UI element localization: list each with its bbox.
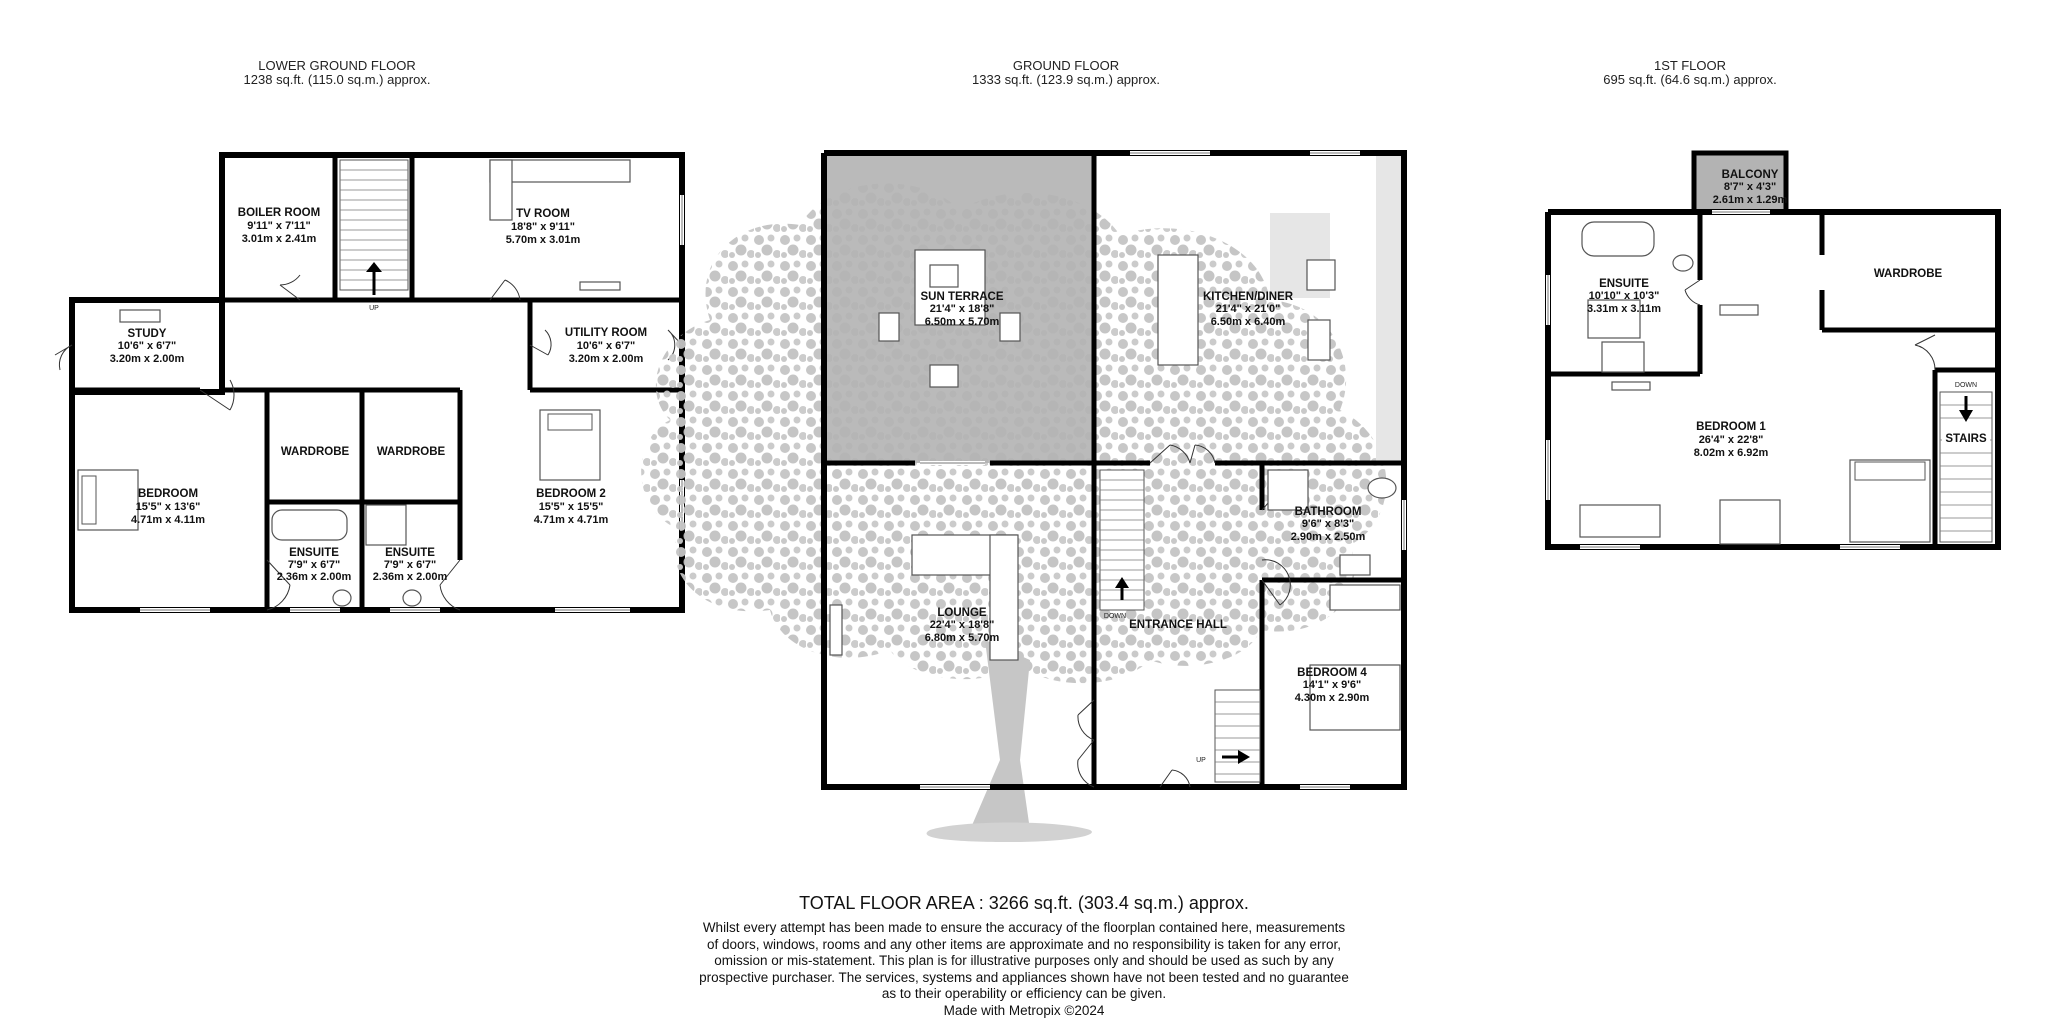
svg-text:8.02m x 6.92m: 8.02m x 6.92m [1693,447,1769,459]
disclaimer-line: omission or mis-statement. This plan is for illustrative purposes only and should be used as such by any [714,953,1334,968]
svg-text:2.90m x 2.50m: 2.90m x 2.50m [1290,531,1366,543]
room-wardrobe-1 [1874,268,1943,280]
first-floor-plan [1548,153,1998,547]
floor-heading-ground [972,58,1160,87]
svg-text:TV ROOM: TV ROOM [516,208,570,220]
svg-text:ENTRANCE HALL: ENTRANCE HALL [1129,619,1227,631]
svg-text:2.36m x 2.00m: 2.36m x 2.00m [276,571,352,583]
svg-text:26'4" x 22'8": 26'4" x 22'8" [1698,434,1764,446]
svg-text:WARDROBE: WARDROBE [376,446,446,458]
svg-text:ENSUITE: ENSUITE [385,547,435,559]
total-floor-area: TOTAL FLOOR AREA : 3266 sq.ft. (303.4 sq.m.) approx. [799,893,1249,913]
first-floor-staircase [1940,382,1992,542]
disclaimer [0,920,2048,1003]
svg-text:1333 sq.ft. (123.9 sq.m.) appr: 1333 sq.ft. (123.9 sq.m.) approx. [972,72,1160,87]
room-wardrobe-b [377,446,446,458]
svg-text:BALCONY: BALCONY [1721,169,1779,181]
floor-heading-first [1603,58,1776,87]
svg-text:BEDROOM 2: BEDROOM 2 [536,488,606,500]
svg-text:18'8" x 9'11": 18'8" x 9'11" [511,221,575,233]
room-stairs [1942,430,1990,446]
credit: Made with Metropix ©2024 [943,1002,1105,1018]
svg-text:6.80m x 5.70m: 6.80m x 5.70m [924,632,1000,644]
svg-text:15'5" x 13'6": 15'5" x 13'6" [135,501,201,513]
svg-text:BEDROOM 1: BEDROOM 1 [1696,421,1766,433]
svg-text:22'4" x 18'8": 22'4" x 18'8" [929,619,995,631]
svg-text:BATHROOM: BATHROOM [1294,506,1362,518]
svg-text:SUN TERRACE: SUN TERRACE [920,291,1004,303]
svg-text:LOUNGE: LOUNGE [937,607,987,619]
svg-text:9'11" x 7'11": 9'11" x 7'11" [247,220,311,232]
svg-text:WARDROBE: WARDROBE [1873,268,1943,280]
room-tv-room [506,208,581,246]
svg-text:4.71m x 4.71m: 4.71m x 4.71m [533,514,609,526]
svg-text:DOWN: DOWN [1954,382,1978,389]
svg-text:2.61m x 1.29m: 2.61m x 1.29m [1712,194,1788,206]
svg-text:LOWER GROUND FLOOR: LOWER GROUND FLOOR [258,58,416,73]
disclaimer-line: of doors, windows, rooms and any other items are approximate and no responsibility is taken for any error, [706,936,1342,952]
svg-text:1238 sq.ft. (115.0 sq.m.) appr: 1238 sq.ft. (115.0 sq.m.) approx. [243,72,431,87]
svg-text:3.31m x 3.11m: 3.31m x 3.11m [1586,303,1662,315]
svg-text:6.50m x 6.40m: 6.50m x 6.40m [1210,316,1286,328]
svg-text:3.01m x 2.41m: 3.01m x 2.41m [241,233,317,245]
svg-text:8'7" x 4'3": 8'7" x 4'3" [1723,181,1777,193]
disclaimer-line: as to their operability or efficiency can be given. [881,986,1167,1001]
svg-text:21'4" x 18'8": 21'4" x 18'8" [929,303,995,315]
svg-text:4.71m x 4.11m: 4.71m x 4.11m [130,514,206,526]
room-ensuite-b [373,547,448,583]
svg-text:6.50m x 5.70m: 6.50m x 5.70m [924,316,1000,328]
svg-text:STUDY: STUDY [127,328,167,340]
svg-text:ENSUITE: ENSUITE [1599,278,1649,290]
svg-text:7'9" x 6'7": 7'9" x 6'7" [383,559,437,571]
svg-text:5.70m x 3.01m: 5.70m x 3.01m [505,234,581,246]
room-entrance-hall [1129,619,1227,631]
svg-text:2.36m x 2.00m: 2.36m x 2.00m [372,571,448,583]
room-bedroom-4 [1295,667,1370,704]
svg-text:3.20m x 2.00m: 3.20m x 2.00m [109,353,185,365]
svg-text:3.20m x 2.00m: 3.20m x 2.00m [568,353,644,365]
svg-text:BEDROOM 4: BEDROOM 4 [1297,667,1367,679]
svg-text:STAIRS: STAIRS [1945,433,1987,445]
svg-text:695 sq.ft. (64.6 sq.m.) approx: 695 sq.ft. (64.6 sq.m.) approx. [1603,72,1777,87]
svg-text:BEDROOM: BEDROOM [137,488,199,500]
room-ensuite-1 [1587,278,1661,315]
svg-text:21'4" x 21'0": 21'4" x 21'0" [1215,303,1281,315]
room-study [110,328,185,365]
svg-text:15'5" x 15'5": 15'5" x 15'5" [538,501,604,513]
svg-text:BOILER ROOM: BOILER ROOM [237,207,321,219]
svg-text:DOWN: DOWN [1103,613,1127,620]
room-bedroom-2 [534,488,609,526]
svg-text:10'10" x 10'3": 10'10" x 10'3" [1588,290,1660,302]
svg-text:10'6" x 6'7": 10'6" x 6'7" [117,340,177,352]
svg-text:GROUND FLOOR: GROUND FLOOR [1012,58,1120,73]
room-bedroom [131,488,205,526]
svg-text:WARDROBE: WARDROBE [280,446,350,458]
disclaimer-line: prospective purchaser. The services, systems and appliances shown have not been tested and no guarantee [699,969,1349,985]
svg-text:UTILITY ROOM: UTILITY ROOM [564,327,648,339]
ground-floor-plan [641,153,1404,842]
svg-text:7'9" x 6'7": 7'9" x 6'7" [287,559,341,571]
svg-text:UP: UP [369,305,379,312]
lower-ground-staircase [340,160,408,312]
svg-text:9'6" x 8'3": 9'6" x 8'3" [1301,518,1355,530]
lower-ground-floor-plan [55,155,682,610]
disclaimer-line: Whilst every attempt has been made to ensure the accuracy of the floorplan contained here, measurements [702,920,1346,935]
floor-heading-lower-ground [244,58,431,87]
room-bedroom-1 [1694,421,1769,459]
svg-text:UP: UP [1196,757,1206,764]
room-ensuite-a [277,547,352,583]
footer [0,893,2048,1019]
svg-text:KITCHEN/DINER: KITCHEN/DINER [1202,291,1294,303]
room-wardrobe-a [281,446,350,458]
room-kitchen-diner [1203,291,1294,328]
room-boiler-room [238,207,320,245]
svg-text:ENSUITE: ENSUITE [289,547,339,559]
room-utility-room [565,327,647,365]
svg-text:1ST FLOOR: 1ST FLOOR [1653,58,1727,73]
svg-text:4.30m x 2.90m: 4.30m x 2.90m [1294,692,1370,704]
svg-text:14'1" x 9'6": 14'1" x 9'6" [1302,679,1362,691]
room-sun-terrace [920,291,1003,328]
svg-text:10'6" x 6'7": 10'6" x 6'7" [576,340,636,352]
